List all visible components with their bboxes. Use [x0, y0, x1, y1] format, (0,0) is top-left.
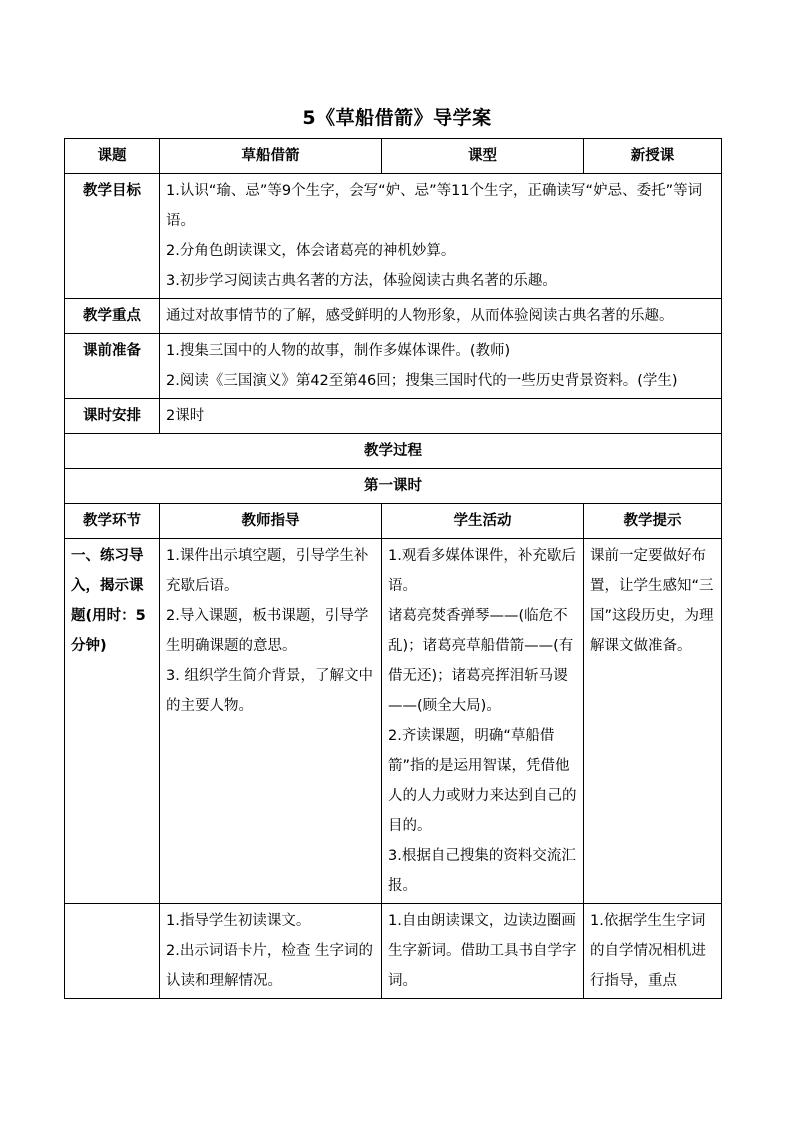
stage-cell: 一、练习导入，揭示课题(用时：5分钟)	[65, 539, 160, 904]
topic-value: 草船借箭	[160, 139, 382, 174]
teacher-item: 2.出示词语卡片，检查 生字词的认读和理解情况。	[166, 943, 373, 989]
tips-item: 课前一定要做好布置，让学生感知“三国”这段历史，为理解课文做准备。	[590, 548, 714, 654]
teacher-item: 3. 组织学生简介背景，了解文中的主要人物。	[166, 668, 373, 714]
teacher-cell	[160, 904, 382, 999]
student-item: 1.观看多媒体课件，补充歇后语。	[388, 548, 576, 594]
header-student: 学生活动	[382, 504, 584, 539]
tips-item: 1.依据学生生字词的自学情况相机进行指导，重点	[590, 913, 706, 989]
focus-row	[65, 299, 722, 334]
teacher-item: 2.导入课题，板书课题，引导学生明确课题的意思。	[166, 608, 369, 654]
focus-content: 通过对故事情节的了解，感受鲜明的人物形象，从而体验阅读古典名著的乐趣。	[160, 299, 722, 334]
goal-item: 2.分角色朗读课文，体会诸葛亮的神机妙算。	[166, 243, 456, 259]
process-row	[65, 904, 722, 999]
schedule-label: 课时安排	[65, 399, 160, 434]
type-label: 课型	[382, 139, 584, 174]
stage-cell	[65, 904, 160, 999]
header-teacher: 教师指导	[160, 504, 382, 539]
lesson-plan-table	[64, 138, 722, 999]
student-cell	[382, 904, 584, 999]
goals-row	[65, 174, 722, 299]
student-item: 2.齐读课题，明确“草船借箭”指的是运用智谋，凭借他人的人力或财力来达到自己的目的。	[388, 728, 577, 834]
goal-item: 1.认识“瑜、忌”等9个生字，会写“妒、忌”等11个生字，正确读写“妒忌、委托”等词语。	[166, 183, 703, 229]
header-stage: 教学环节	[65, 504, 160, 539]
teacher-cell	[160, 539, 382, 904]
student-cell	[382, 539, 584, 904]
teacher-item: 1.指导学生初读课文。	[166, 913, 311, 929]
goals-label: 教学目标	[65, 174, 160, 299]
prep-item: 1.搜集三国中的人物的故事，制作多媒体课件。(教师)	[166, 343, 511, 359]
student-item: 诸葛亮焚香弹琴——(临危不乱)；诸葛亮草船借箭——(有借无还)；诸葛亮挥泪斩马谡——(顾全大局)。	[388, 608, 574, 714]
schedule-content: 2课时	[160, 399, 722, 434]
teacher-item: 1.课件出示填空题，引导学生补充歇后语。	[166, 548, 369, 594]
process-title-row	[65, 434, 722, 469]
prep-content	[160, 334, 722, 399]
student-item: 1.自由朗读课文，边读边圈画生字新词。借助工具书自学字词。	[388, 913, 577, 989]
page-title: 5《草船借箭》导学案	[302, 107, 492, 129]
goal-item: 3.初步学习阅读古典名著的方法，体验阅读古典名著的乐趣。	[166, 273, 557, 289]
process-row	[65, 539, 722, 904]
process-title: 教学过程	[65, 434, 722, 469]
lesson-title: 第一课时	[65, 469, 722, 504]
type-value: 新授课	[584, 139, 722, 174]
process-header-row	[65, 504, 722, 539]
focus-label: 教学重点	[65, 299, 160, 334]
prep-row	[65, 334, 722, 399]
goals-content	[160, 174, 722, 299]
topic-row	[65, 139, 722, 174]
prep-label: 课前准备	[65, 334, 160, 399]
tips-cell	[584, 539, 722, 904]
schedule-row	[65, 399, 722, 434]
student-item: 3.根据自己搜集的资料交流汇报。	[388, 848, 576, 894]
topic-label: 课题	[65, 139, 160, 174]
header-tips: 教学提示	[584, 504, 722, 539]
tips-cell	[584, 904, 722, 999]
lesson-title-row	[65, 469, 722, 504]
prep-item: 2.阅读《三国演义》第42至第46回；搜集三国时代的一些历史背景资料。(学生)	[166, 373, 678, 389]
